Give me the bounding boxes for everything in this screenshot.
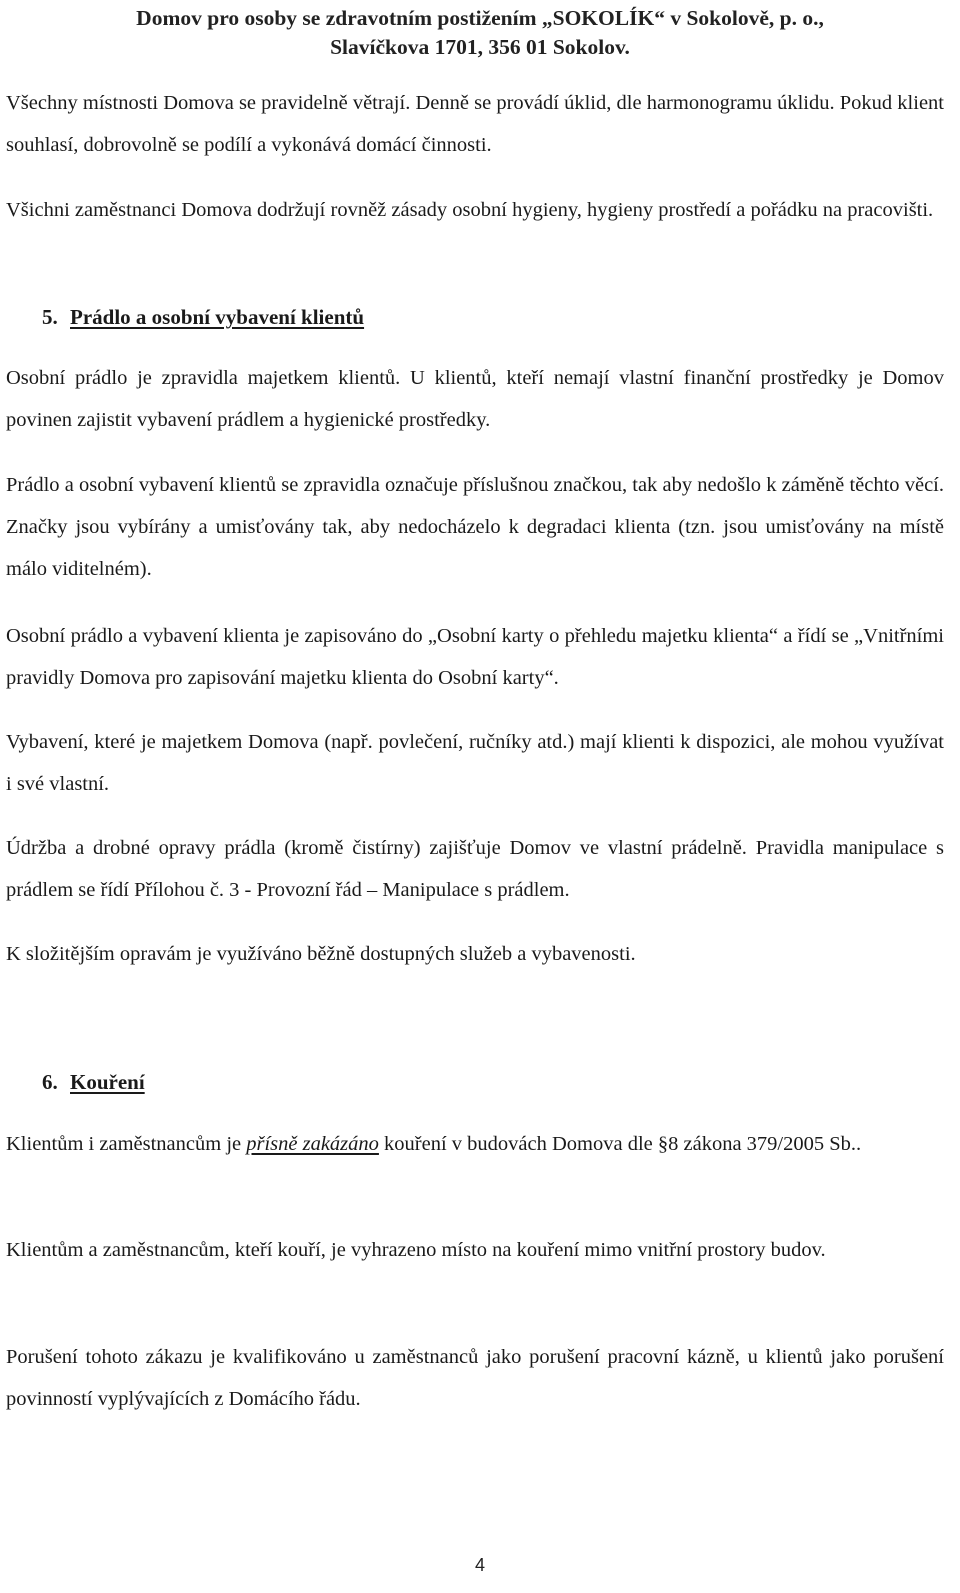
paragraph-maintenance: Údržba a drobné opravy prádla (kromě čistírny) zajišťuje Domov ve vlastní prádelně. Pravidla manipulace s prádlem se řídí Přílohou č. 3 - Provozní řád – Manipulace s prádlem. [6, 837, 944, 901]
paragraph-ventilation: Všechny místnosti Domova se pravidelně větrají. Denně se provádí úklid, dle harmonogramu úklidu. Pokud klient souhlasí, dobrovolně se podílí a vykonává domácí činnosti. [6, 92, 944, 156]
page-number: 4 [474, 1555, 485, 1575]
paragraph-violation: Porušení tohoto zákazu je kvalifikováno u zaměstnanců jako porušení pracovní kázně, u klientů jako porušení povinností vyplývajících z Domácího řádu. [6, 1346, 944, 1410]
paragraph-home-equipment: Vybavení, které je majetkem Domova (např. povlečení, ručníky atd.) mají klienti k dispozici, ale mohou využívat i své vlastní. [6, 731, 944, 795]
section-heading-5 [6, 302, 944, 332]
paragraph-repairs: K složitějším opravám je využíváno běžně dostupných služeb a vybavenosti. [6, 943, 636, 965]
paragraph-personal-linen: Osobní prádlo je zpravidla majetkem klientů. U klientů, kteří nemají vlastní finanční prostředky je Domov povinen zajistit vybavení prádlem a hygienické prostředky. [6, 367, 944, 431]
paragraph-personal-card: Osobní prádlo a vybavení klienta je zapisováno do „Osobní karty o přehledu majetku klienta“ a řídí se „Vnitřními pravidly Domova pro zapisování majetku klienta do Osobní karty“. [6, 625, 944, 689]
section-title: Prádlo a osobní vybavení klientů [70, 305, 365, 329]
smoking-ban-text-end: kouření v budovách Domova dle §8 zákona 379/2005 Sb.. [378, 1133, 862, 1155]
paragraph-staff-hygiene: Všichni zaměstnanci Domova dodržují rovněž zásady osobní hygieny, hygieny prostředí a pořádku na pracovišti. [6, 199, 934, 221]
section-number: 5. [42, 305, 58, 329]
section-title: Kouření [70, 1070, 145, 1094]
section-number: 6. [42, 1070, 58, 1094]
document-header [0, 4, 960, 62]
smoking-ban-emphasis: přísně zakázáno [246, 1133, 379, 1155]
smoking-ban-text-start: Klientům i zaměstnancům je [6, 1133, 247, 1155]
section-heading-6 [6, 1067, 944, 1097]
header-organization-line: Domov pro osoby se zdravotním postižením „SOKOLÍK“ v Sokolově, p. o., [136, 6, 824, 30]
paragraph-smoking-area: Klientům a zaměstnancům, kteří kouří, je vyhrazeno místo na kouření mimo vnitřní prostory budov. [6, 1239, 826, 1261]
header-address-line: Slavíčkova 1701, 356 01 Sokolov. [330, 35, 630, 59]
paragraph-marking: Prádlo a osobní vybavení klientů se zpravidla označuje příslušnou značkou, tak aby nedošlo k záměně těchto věcí. Značky jsou vybírány a umisťovány tak, aby nedocházelo k degradaci klienta (tzn. jsou umisťovány na místě málo viditelném). [6, 474, 944, 580]
paragraph-smoking-ban [6, 1123, 944, 1165]
